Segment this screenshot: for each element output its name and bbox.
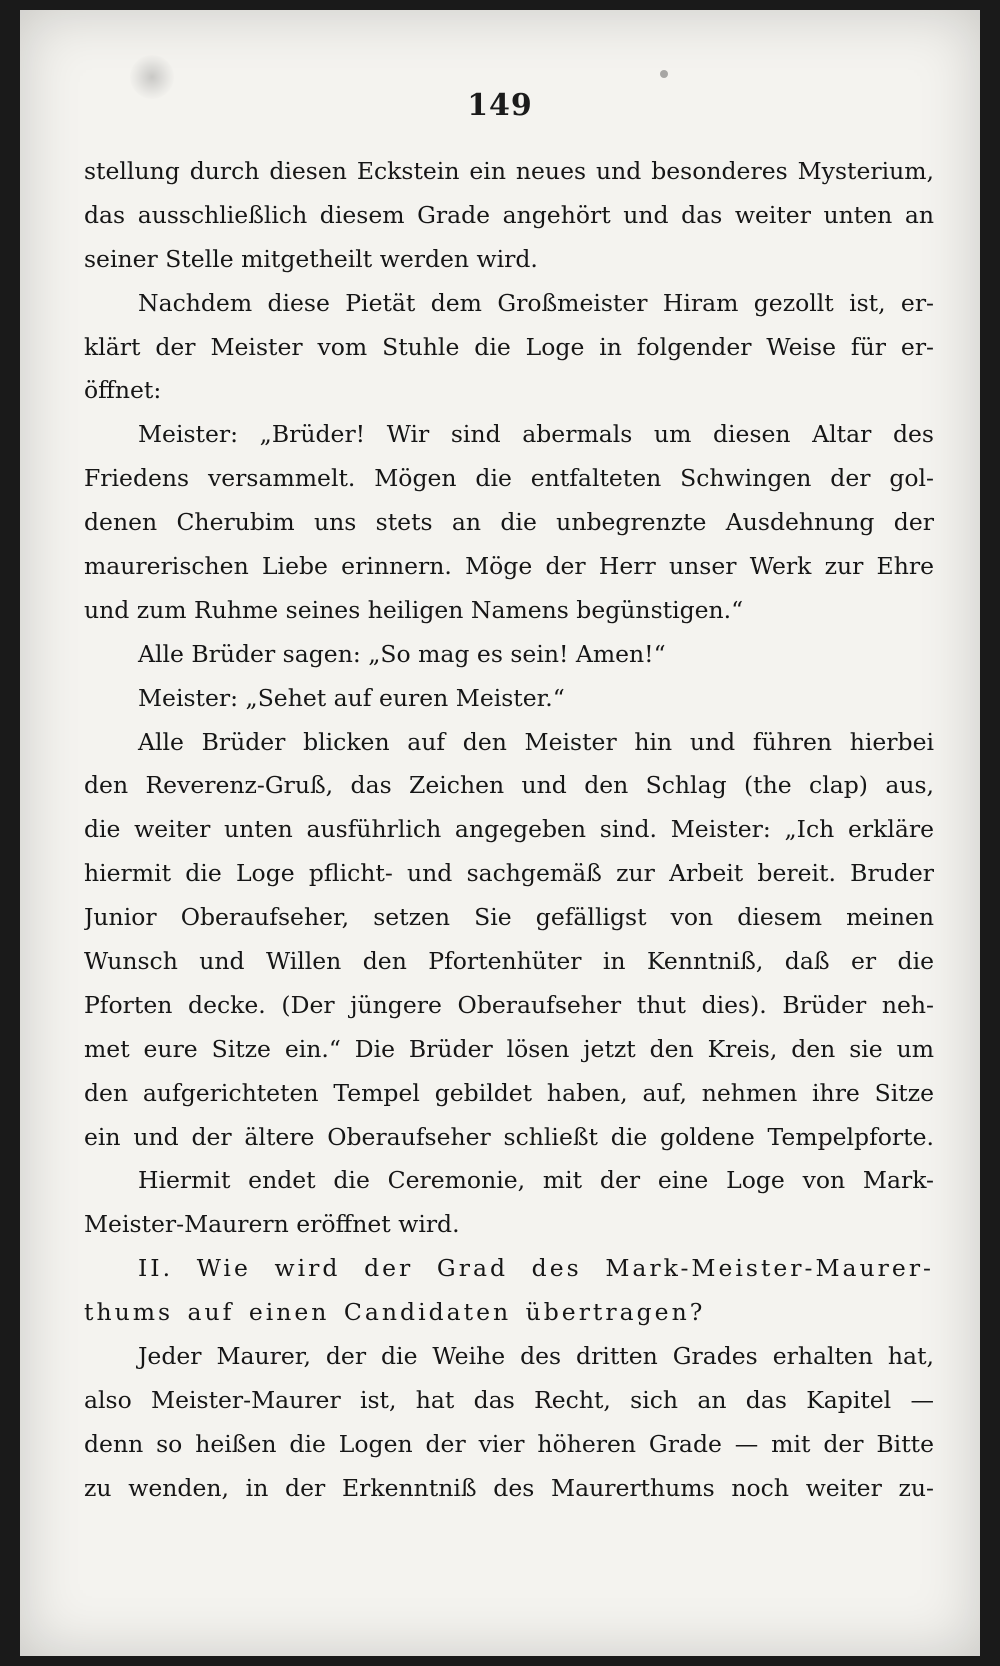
text-line: den Reverenz-Gruß, das Zeichen und den Schlag (the clap) aus, <box>84 771 934 800</box>
text-line: Meister: „Sehet auf euren Meister.“ <box>138 683 565 712</box>
text-line: Jeder Maurer, der die Weihe des dritten Grades erhalten hat, <box>138 1342 934 1371</box>
text-line: stellung durch diesen Eckstein ein neues und besonderes Mysterium, <box>84 157 934 185</box>
text-line: Hiermit endet die Ceremonie, mit der eine Loge von Mark- <box>138 1166 934 1195</box>
section-heading: II. Wie wird der Grad des Mark-Meister-Maurer- <box>138 1254 934 1283</box>
text-line: Meister: „Brüder! Wir sind abermals um diesen Altar des <box>138 420 934 449</box>
text-line: den aufgerichteten Tempel gebildet haben, auf, nehmen ihre Sitze <box>84 1078 934 1107</box>
text-line: Nachdem diese Pietät dem Großmeister Hiram gezollt ist, er- <box>138 288 934 317</box>
text-line: Meister-Maurern eröffnet wird. <box>84 1210 460 1239</box>
text-line: maurerischen Liebe erinnern. Möge der Herr unser Werk zur Ehre <box>84 552 934 581</box>
text-line: das ausschließlich diesem Grade angehört und das weiter unten an <box>84 200 934 229</box>
text-line: met eure Sitze ein.“ Die Brüder lösen jetzt den Kreis, den sie um <box>84 1034 934 1063</box>
text-line: ein und der ältere Oberaufseher schließt die goldene Tempelpforte. <box>84 1122 934 1151</box>
text-line: Wunsch und Willen den Pfortenhüter in Kenntniß, daß er die <box>84 947 934 976</box>
text-line: Friedens versammelt. Mögen die entfalteten Schwingen der gol- <box>84 464 934 493</box>
text-line: die weiter unten ausführlich angegeben sind. Meister: „Ich erkläre <box>84 815 934 844</box>
body-text <box>84 150 934 1511</box>
text-line: seiner Stelle mitgetheilt werden wird. <box>84 244 538 273</box>
book-page <box>20 10 980 1656</box>
page-number: 149 <box>467 88 533 123</box>
text-line: zu wenden, in der Erkenntniß des Maurerthums noch weiter zu- <box>84 1473 934 1502</box>
text-line: denen Cherubim uns stets an die unbegrenzte Ausdehnung der <box>84 508 934 537</box>
text-line: Alle Brüder blicken auf den Meister hin und führen hierbei <box>138 727 934 756</box>
text-line: Junior Oberaufseher, setzen Sie gefälligst von diesem meinen <box>84 903 934 932</box>
text-line: klärt der Meister vom Stuhle die Loge in folgender Weise für er- <box>84 332 934 361</box>
text-line: denn so heißen die Logen der vier höheren Grade — mit der Bitte <box>84 1429 934 1458</box>
text-line: und zum Ruhme seines heiligen Namens begünstigen.“ <box>84 595 744 624</box>
section-heading: thums auf einen Candidaten übertragen? <box>84 1298 706 1327</box>
text-line: öffnet: <box>84 376 162 405</box>
text-line: Pforten decke. (Der jüngere Oberaufseher thut dies). Brüder neh- <box>84 990 934 1019</box>
ink-speck <box>660 70 668 78</box>
text-line: hiermit die Loge pflicht- und sachgemäß zur Arbeit bereit. Bruder <box>84 859 934 888</box>
text-line: Alle Brüder sagen: „So mag es sein! Amen!“ <box>138 639 666 668</box>
text-line: also Meister-Maurer ist, hat das Recht, sich an das Kapitel — <box>84 1385 934 1414</box>
